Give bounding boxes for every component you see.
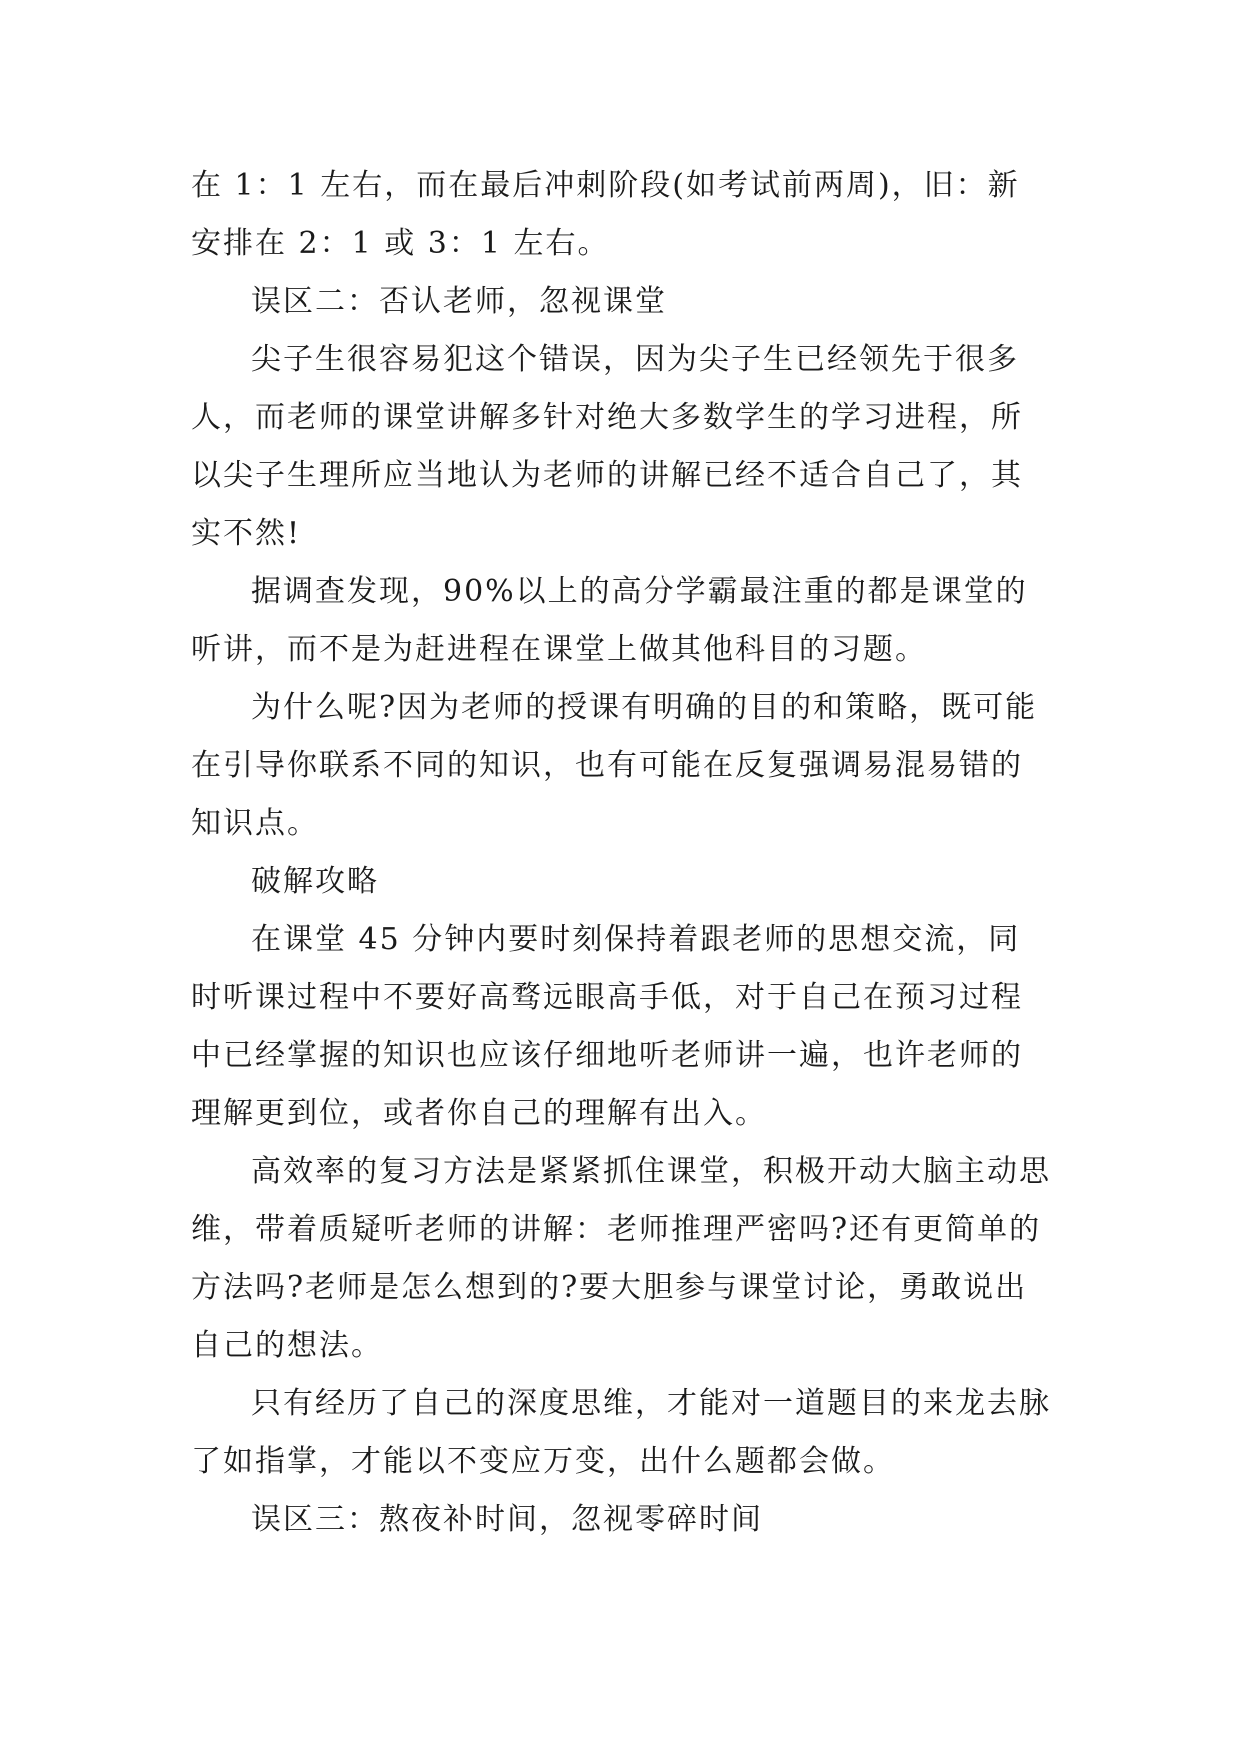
paragraph: 高效率的复习方法是紧紧抓住课堂，积极开动大脑主动思维，带着质疑听老师的讲解：老师推理严密吗?还有更简单的方法吗?老师是怎么想到的?要大胆参与课堂讨论，勇敢说出自己的想法。 — [191, 1154, 1051, 1363]
paragraph: 在课堂 45 分钟内要时刻保持着跟老师的思想交流，同时听课过程中不要好高骛远眼高手低，对于自己在预习过程中已经掌握的知识也应该仔细地听老师讲一遍，也许老师的理解更到位，或者你自己的理解有出入。 — [191, 922, 1023, 1131]
paragraph: 据调查发现，90%以上的高分学霸最注重的都是课堂的听讲，而不是为赶进程在课堂上做其他科目的习题。 — [191, 574, 1028, 667]
section-heading-mistake-two: 误区二：否认老师，忽视课堂 — [251, 284, 667, 319]
section-heading-mistake-three: 误区三：熬夜补时间，忽视零碎时间 — [251, 1502, 763, 1537]
paragraph: 尖子生很容易犯这个错误，因为尖子生已经领先于很多人，而老师的课堂讲解多针对绝大多数学生的学习进程，所以尖子生理所应当地认为老师的讲解已经不适合自己了，其实不然! — [191, 342, 1023, 551]
paragraph: 为什么呢?因为老师的授课有明确的目的和策略，既可能在引导你联系不同的知识，也有可能在反复强调易混易错的知识点。 — [191, 690, 1038, 841]
paragraph-continuation: 在 1：1 左右，而在最后冲刺阶段(如考试前两周)，旧：新安排在 2：1 或 3：1 左右。 — [191, 168, 1020, 261]
section-heading-strategy: 破解攻略 — [251, 864, 379, 899]
paragraph: 只有经历了自己的深度思维，才能对一道题目的来龙去脉了如指掌，才能以不变应万变，出什么题都会做。 — [191, 1386, 1051, 1479]
document-body — [191, 157, 1051, 1549]
